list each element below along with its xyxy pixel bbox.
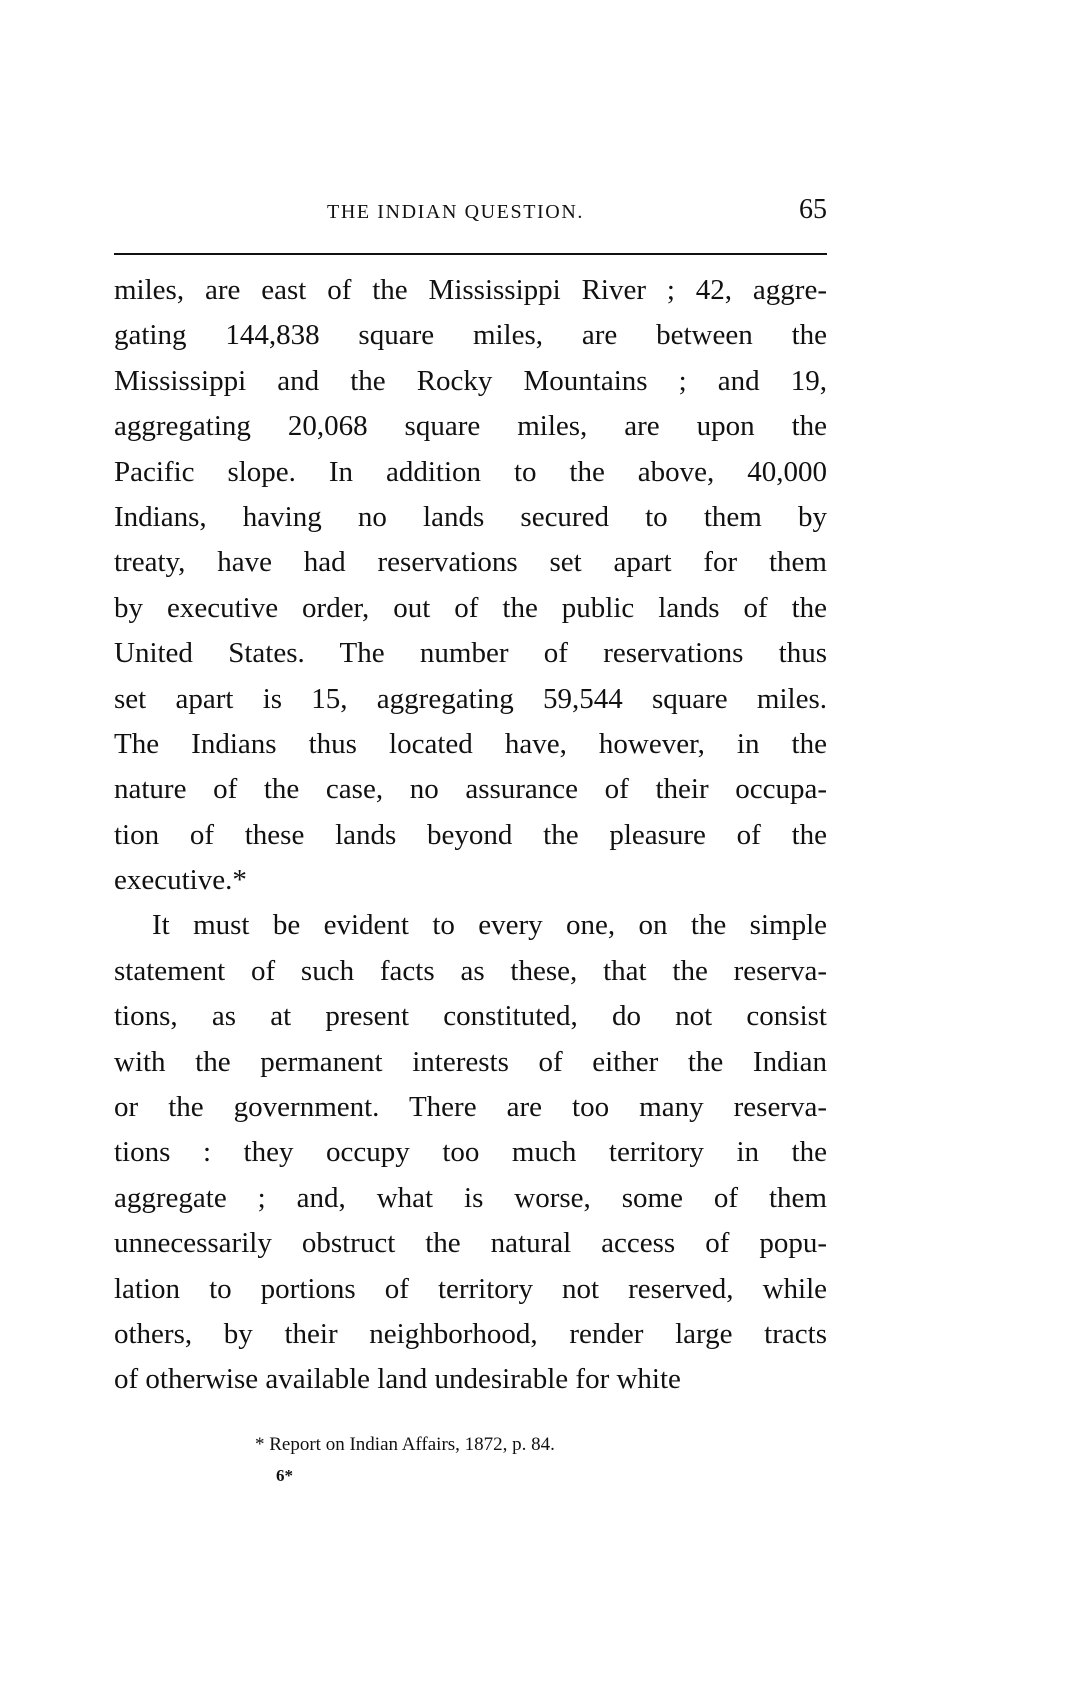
text-line: United States. The number of reservations thus [114, 637, 827, 670]
body-text [114, 268, 827, 1403]
signature-mark: 6* [276, 1466, 293, 1485]
text-line: of otherwise available land undesirable for white [114, 1363, 681, 1396]
text-line: Indians, having no lands secured to them by [114, 500, 827, 533]
paragraph-1 [114, 268, 827, 903]
page-header [114, 194, 827, 230]
text-line: with the permanent interests of either the Indian [114, 1045, 827, 1078]
text-line: executive.* [114, 864, 247, 897]
text-line: set apart is 15, aggregating 59,544 square miles. [114, 682, 827, 715]
page-number: 65 [799, 194, 827, 225]
footnote: * Report on Indian Affairs, 1872, p. 84. [255, 1434, 555, 1455]
text-line: treaty, have had reservations set apart for them [114, 546, 827, 579]
text-line: miles, are east of the Mississippi River ; 42, aggre- [114, 274, 827, 306]
text-line: lation to portions of territory not reserved, while [114, 1272, 827, 1305]
text-line: by executive order, out of the public lands of the [114, 591, 827, 624]
text-line: aggregating 20,068 square miles, are upon the [114, 410, 827, 443]
text-line: Mississippi and the Rocky Mountains ; and 19, [114, 364, 827, 397]
paragraph-2 [114, 903, 827, 1402]
text-line: unnecessarily obstruct the natural access of popu- [114, 1227, 827, 1260]
text-line: statement of such facts as these, that the reserva- [114, 954, 827, 987]
text-line: The Indians thus located have, however, in the [114, 727, 827, 760]
text-line: gating 144,838 square miles, are between the [114, 319, 827, 352]
text-line: It must be evident to every one, on the simple [152, 909, 827, 942]
text-line: tions, as at present constituted, do not consist [114, 1000, 827, 1033]
text-line: Pacific slope. In addition to the above, 40,000 [114, 455, 827, 488]
text-line: tions : they occupy too much territory in the [114, 1136, 827, 1169]
text-line: or the government. There are too many reserva- [114, 1091, 827, 1124]
header-rule [114, 253, 827, 255]
running-title: THE INDIAN QUESTION. [327, 201, 584, 223]
text-line: others, by their neighborhood, render large tracts [114, 1317, 827, 1350]
text-line: aggregate ; and, what is worse, some of them [114, 1181, 827, 1214]
text-line: tion of these lands beyond the pleasure of the [114, 818, 827, 851]
text-line: nature of the case, no assurance of their occupa- [114, 773, 827, 806]
